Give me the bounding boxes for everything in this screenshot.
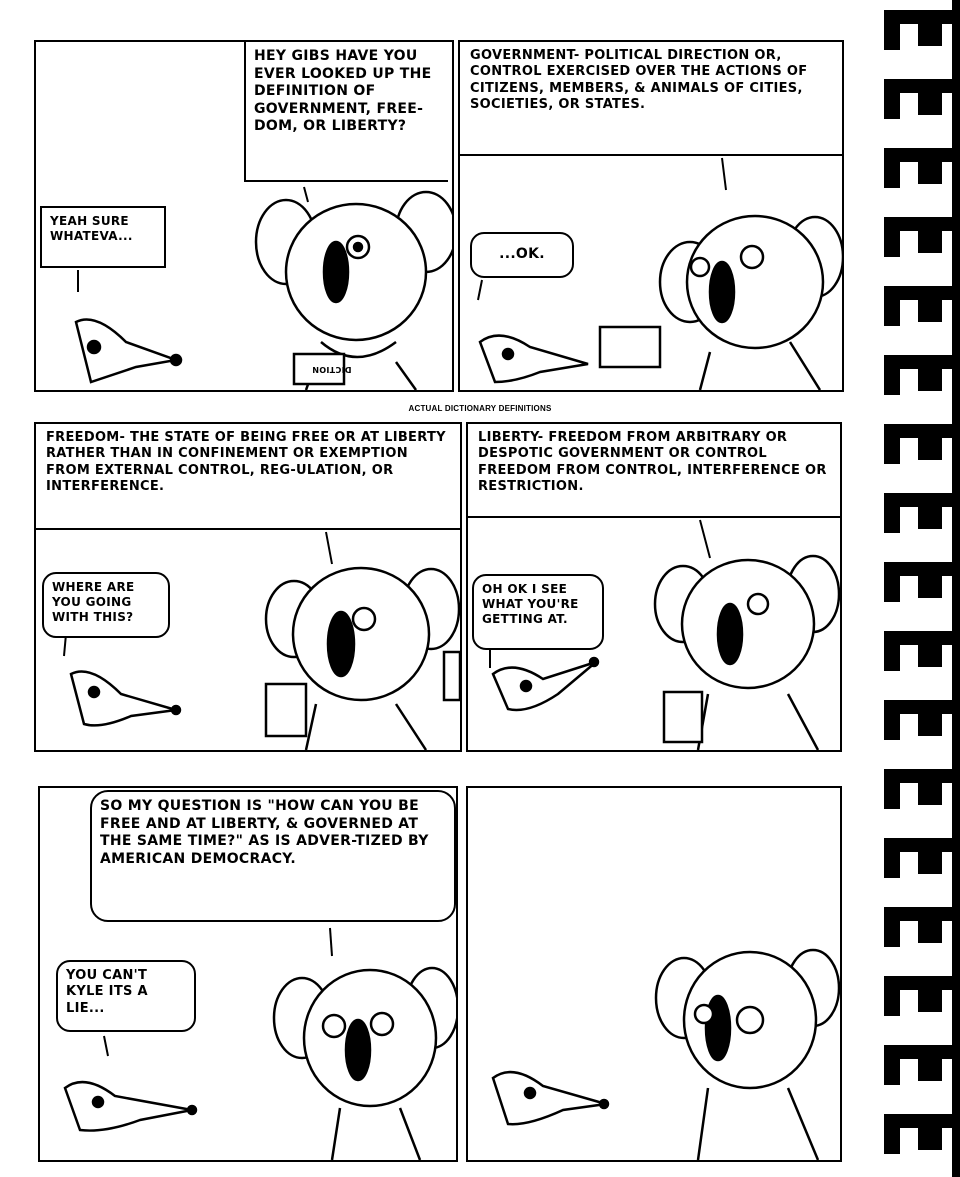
caption-text: LIBERTY- FREEDOM FROM ARBITRARY OR DESPOTIC GOVERNMENT OR CONTROL FREEDOM FROM CONTROL, INTERFERENCE OR RESTRICTION. (478, 430, 827, 494)
koala-bubble-tail (330, 928, 332, 956)
possum-bubble-tail (104, 1036, 108, 1056)
possum-character (71, 672, 180, 726)
caption-text: GOVERNMENT- POLITICAL DIRECTION OR, CONTROL EXERCISED OVER THE ACTIONS OF CITIZENS, MEMBERS, & ANIMALS OF CITIES, SOCIETIES, OR STATES. (470, 48, 808, 112)
possum-character (493, 1072, 608, 1124)
possum-bubble-tail (478, 280, 482, 300)
panel-2-art (460, 42, 842, 390)
koala-character (256, 192, 452, 390)
dictionary-book-label (312, 364, 352, 374)
panel-6-art (468, 788, 840, 1160)
spiral-coil (884, 493, 954, 533)
possum-character (493, 658, 598, 710)
panel-5 (38, 786, 458, 1162)
possum-speech-text: WHERE ARE YOU GOING WITH THIS? (52, 580, 135, 624)
panel-1 (34, 40, 454, 392)
spiral-coil (884, 79, 954, 119)
spiral-coil (884, 424, 954, 464)
koala-character (656, 950, 839, 1160)
koala-bubble-tail (304, 187, 308, 202)
possum-character (76, 320, 181, 383)
spiral-coil (884, 286, 954, 326)
possum-speech-bubble (56, 960, 196, 1032)
panel-3 (34, 422, 462, 752)
panel-4 (466, 422, 842, 752)
koala-character (266, 568, 460, 750)
spiral-coil (884, 976, 954, 1016)
possum-speech-bubble (40, 206, 166, 268)
caption-pointer (326, 532, 332, 564)
koala-character (600, 216, 842, 390)
spiral-coil (884, 148, 954, 188)
caption-text: FREEDOM- THE STATE OF BEING FREE OR AT LIBERTY RATHER THAN IN CONFINEMENT OR EXEMPTION FROM EXTERNAL CONTROL, REG-ULATION, OR INTERFERENCE. (46, 430, 446, 494)
koala-character (274, 968, 456, 1160)
spiral-coil (884, 355, 954, 395)
panel-2 (458, 40, 844, 392)
possum-speech-text: OH OK I SEE WHAT YOU'RE GETTING AT. (482, 582, 579, 626)
spiral-coil (884, 10, 954, 50)
spiral-binding (878, 0, 960, 1177)
spiral-coil (884, 907, 954, 947)
spiral-coil (884, 217, 954, 257)
caption-pointer (700, 520, 710, 558)
possum-character (480, 336, 588, 382)
section-caption: ACTUAL DICTIONARY DEFINITIONS (408, 404, 552, 413)
spiral-coil (884, 631, 954, 671)
panel-6 (466, 786, 842, 1162)
koala-speech-text: HEY GIBS HAVE YOU EVER LOOKED UP THE DEFINITION OF GOVERNMENT, FREE-DOM, OR LIBERTY? (254, 48, 432, 134)
koala-speech-bubble (90, 790, 456, 922)
koala-speech-bubble (244, 42, 448, 182)
spiral-coil (884, 562, 954, 602)
possum-speech-text: YEAH SURE WHATEVA... (50, 214, 133, 243)
possum-character (65, 1082, 196, 1130)
spiral-coil (884, 1114, 954, 1154)
spiral-coil (884, 769, 954, 809)
possum-speech-bubble (42, 572, 170, 638)
spiral-coil (884, 700, 954, 740)
possum-speech-text: ...OK. (499, 246, 545, 262)
koala-speech-text: SO MY QUESTION IS "HOW CAN YOU BE FREE AND AT LIBERTY, & GOVERNED AT THE SAME TIME?" AS IS ADVER-TIZED BY AMERICAN DEMOCRACY. (100, 798, 429, 867)
dictionary-label-text: DICTION (312, 365, 352, 374)
caption-pointer (722, 158, 726, 190)
possum-speech-text: YOU CAN'T KYLE ITS A LIE... (66, 968, 148, 1016)
spiral-coil (884, 1045, 954, 1085)
spiral-coil (884, 838, 954, 878)
possum-speech-bubble (470, 232, 574, 278)
possum-speech-bubble (472, 574, 604, 650)
koala-character (655, 556, 839, 750)
spiral-edge (952, 0, 960, 1177)
